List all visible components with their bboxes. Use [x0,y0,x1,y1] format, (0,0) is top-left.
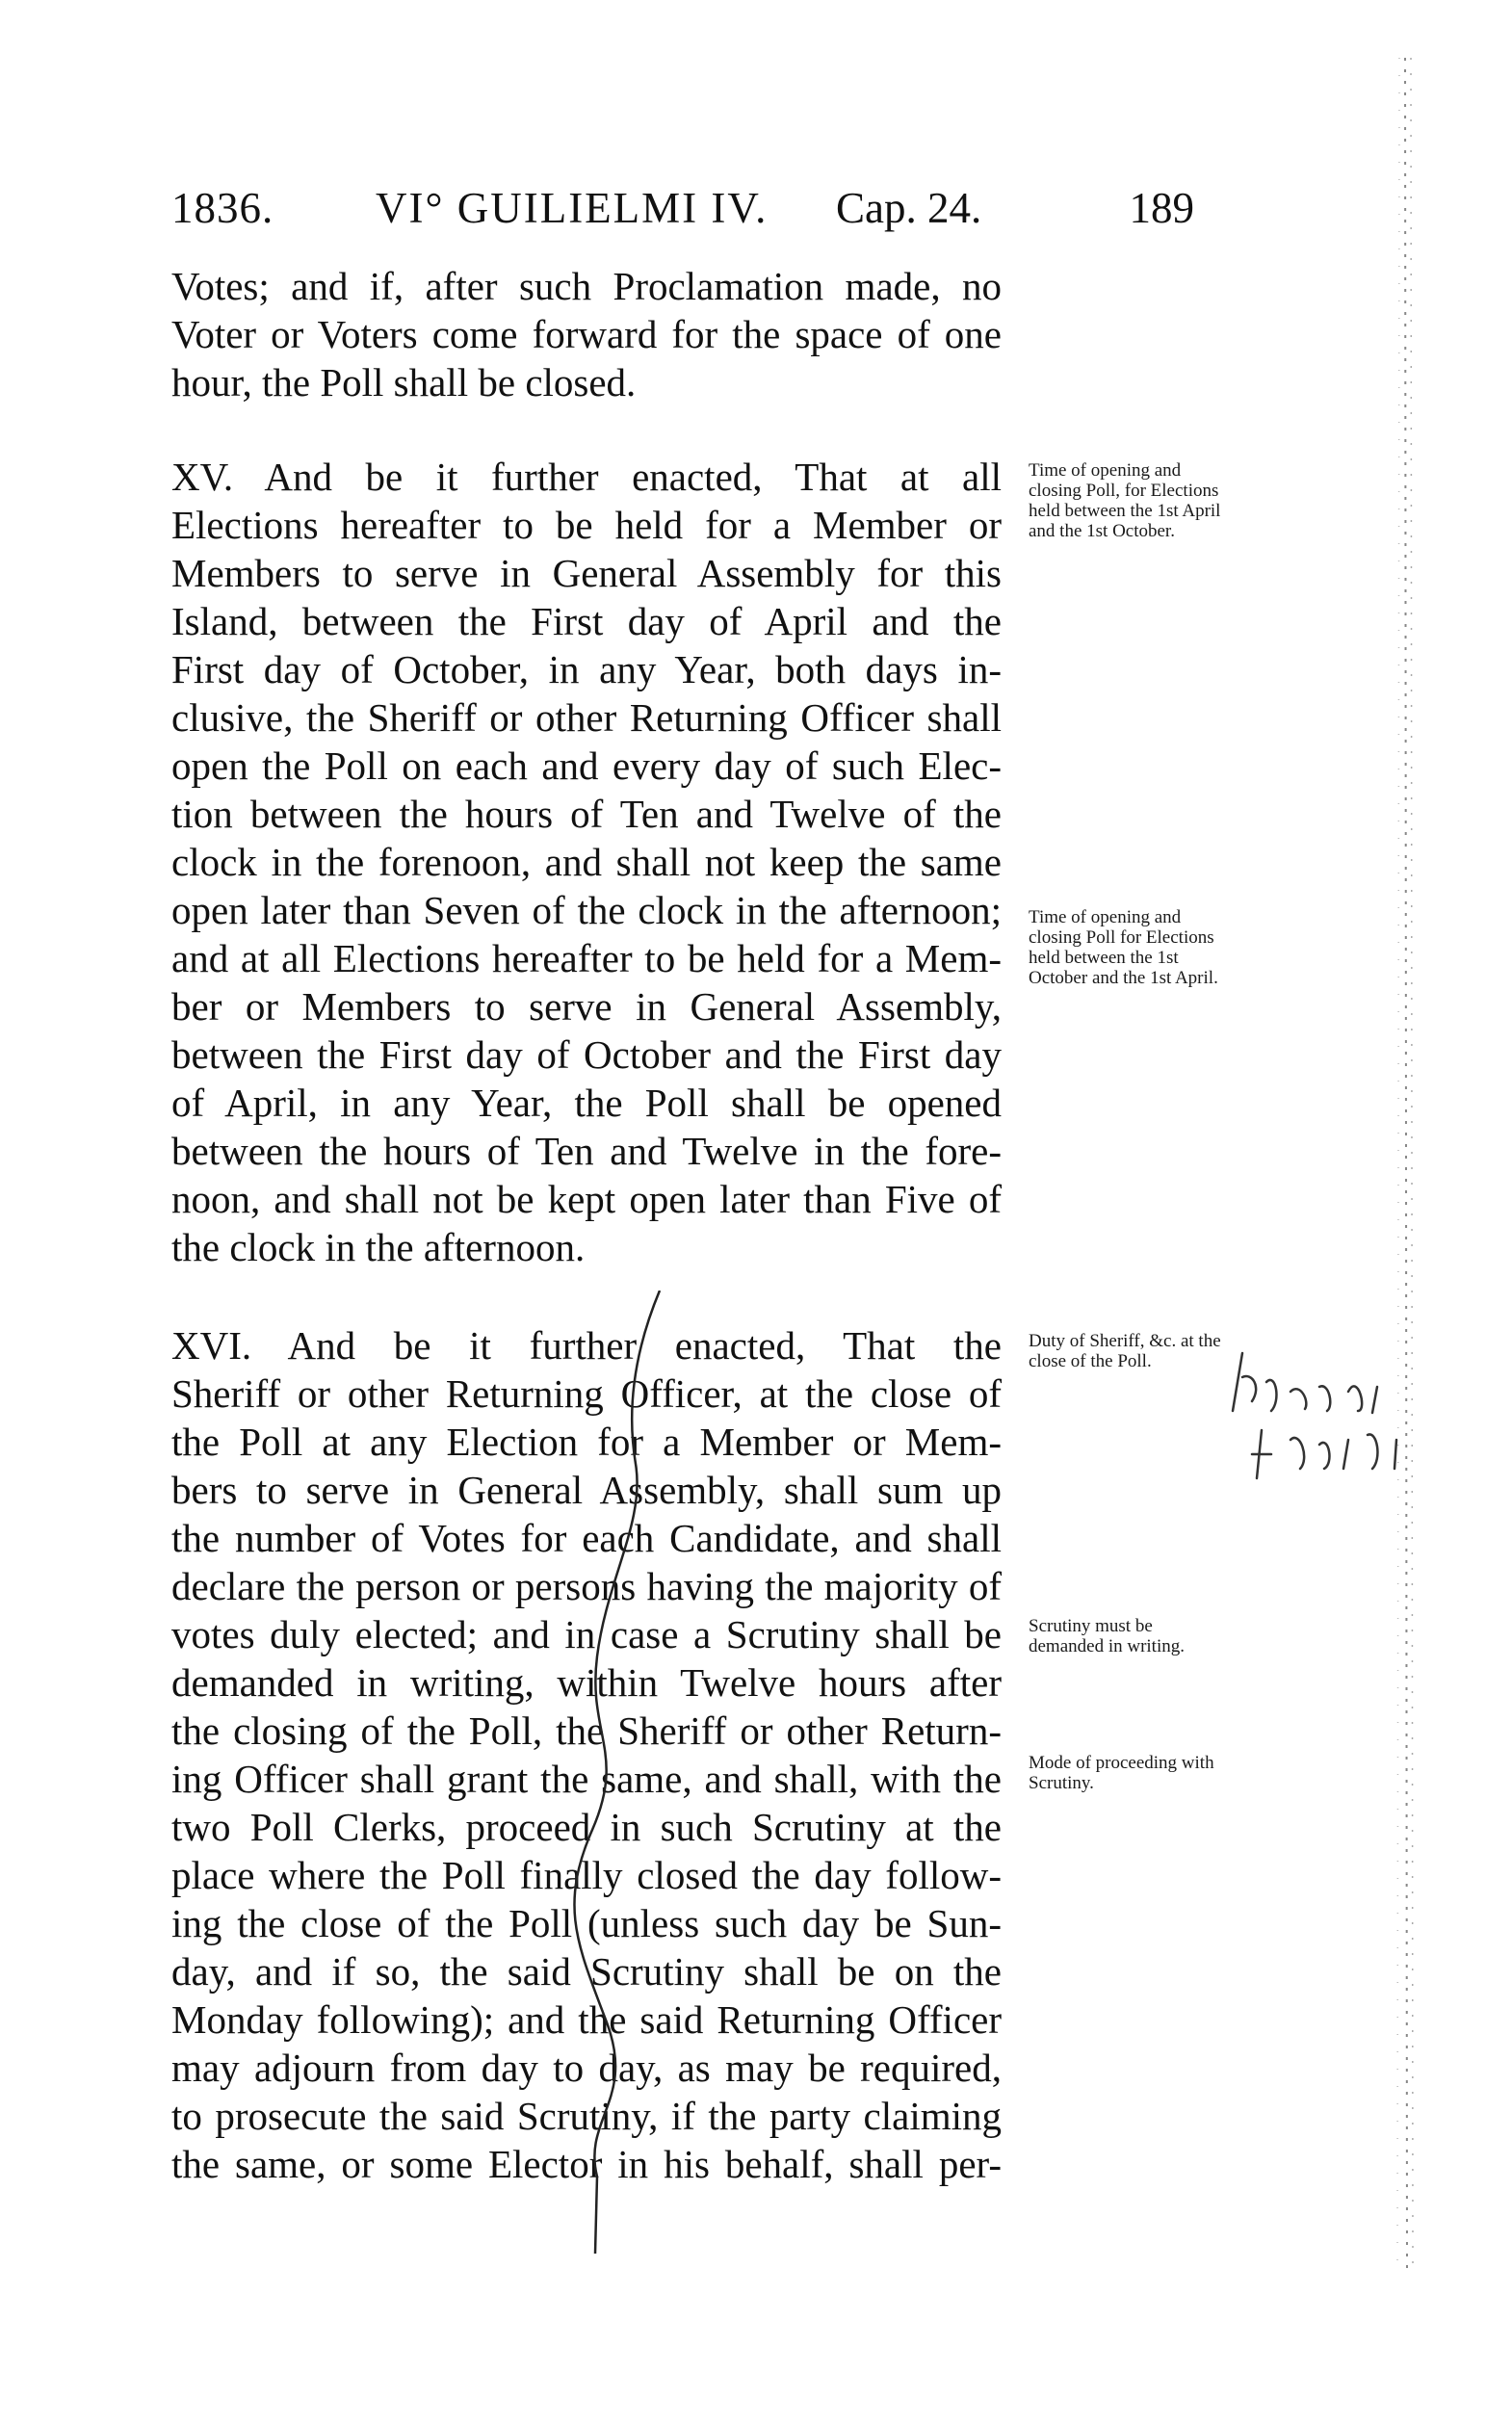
text-line: ber or Members to serve in General Assembly, [171,984,1002,1029]
text-line: open the Poll on each and every day of such Elec- [171,743,1002,788]
text-line: place where the Poll finally closed the day follow- [171,1853,1002,1897]
text-line: ing the close of the Poll (unless such day be Sun- [171,1901,1002,1945]
text-line: between the First day of October and the First day [171,1032,1002,1077]
paragraph-intro [171,262,1002,406]
text-line: the same, or some Elector in his behalf, shall per- [171,2142,1002,2186]
running-head [171,179,1194,237]
pen-stroke-mark [568,1291,713,2254]
section-xv [171,453,1002,1271]
text-line: two Poll Clerks, proceed in such Scrutiny at the [171,1805,1002,1849]
text-line: XV. And be it further enacted, That at all [171,455,1002,499]
text-line: hour, the Poll shall be closed. [171,360,637,404]
side-note-scrutiny-writing: Scrutiny must be demanded in writing. [1029,1616,1185,1656]
text-line: Voter or Voters come forward for the space of one [171,312,1002,356]
text-line: ing Officer shall grant the same, and shall, with the [171,1757,1002,1801]
text-line: between the hours of Ten and Twelve in the fore- [171,1129,1002,1173]
text-line: open later than Seven of the clock in the afternoon; [171,888,1002,932]
text-line: XVI. And be it further enacted, That the [171,1323,1002,1368]
text-line: First day of October, in any Year, both days in- [171,647,1002,691]
text-line: declare the person or persons having the majority of [171,1564,1002,1608]
text-line: of April, in any Year, the Poll shall be opened [171,1081,1002,1125]
side-note-poll-hours-april: Time of opening and closing Poll, for Elections held between the 1st April and the 1st October. [1029,460,1221,541]
running-head-chapter: Cap. 24. [836,184,982,232]
text-line: clock in the forenoon, and shall not keep the same [171,840,1002,884]
text-line: the number of Votes for each Candidate, and shall [171,1516,1002,1560]
text-line: demanded in writing, within Twelve hours after [171,1660,1002,1705]
side-note-duty-of-sheriff: Duty of Sheriff, &c. at the close of the Poll. [1029,1331,1221,1371]
side-note-poll-hours-october: Time of opening and closing Poll for Elections held between the 1st October and the 1st April. [1029,907,1218,988]
text-line: votes duly elected; and in case a Scrutiny shall be [171,1612,1002,1656]
text-line: Monday following); and the said Returning Officer [171,1997,1002,2042]
side-note-mode-of-scrutiny: Mode of proceeding with Scrutiny. [1029,1753,1214,1793]
running-head-year: 1836. [171,184,274,232]
page-number: 189 [1129,184,1194,232]
text-line: the closing of the Poll, the Sheriff or other Return- [171,1708,1002,1753]
text-line: Island, between the First day of April and the [171,599,1002,643]
text-line: tion between the hours of Ten and Twelve of the [171,792,1002,836]
text-line: Members to serve in General Assembly for this [171,551,1002,595]
text-line: may adjourn from day to day, as may be required, [171,2046,1002,2090]
text-line: noon, and shall not be kept open later than Five of [171,1177,1002,1221]
text-line: the Poll at any Election for a Member or Mem- [171,1420,1002,1464]
text-line: Sheriff or other Returning Officer, at the close of [171,1371,1002,1416]
running-head-title: VI° GUILIELMI IV. [376,184,769,232]
text-line: bers to serve in General Assembly, shall sum up [171,1468,1002,1512]
scan-edge-noise [1392,58,1421,2273]
text-line: and at all Elections hereafter to be held for a Mem- [171,936,1002,980]
text-line: to prosecute the said Scrutiny, if the party claiming [171,2094,1002,2138]
text-line: Votes; and if, after such Proclamation made, no [171,264,1002,308]
text-line: clusive, the Sheriff or other Returning Officer shall [171,695,1002,740]
text-line: Elections hereafter to be held for a Member or [171,503,1002,547]
text-line: day, and if so, the said Scrutiny shall be on the [171,1949,1002,1994]
text-line: the clock in the afternoon. [171,1225,586,1269]
